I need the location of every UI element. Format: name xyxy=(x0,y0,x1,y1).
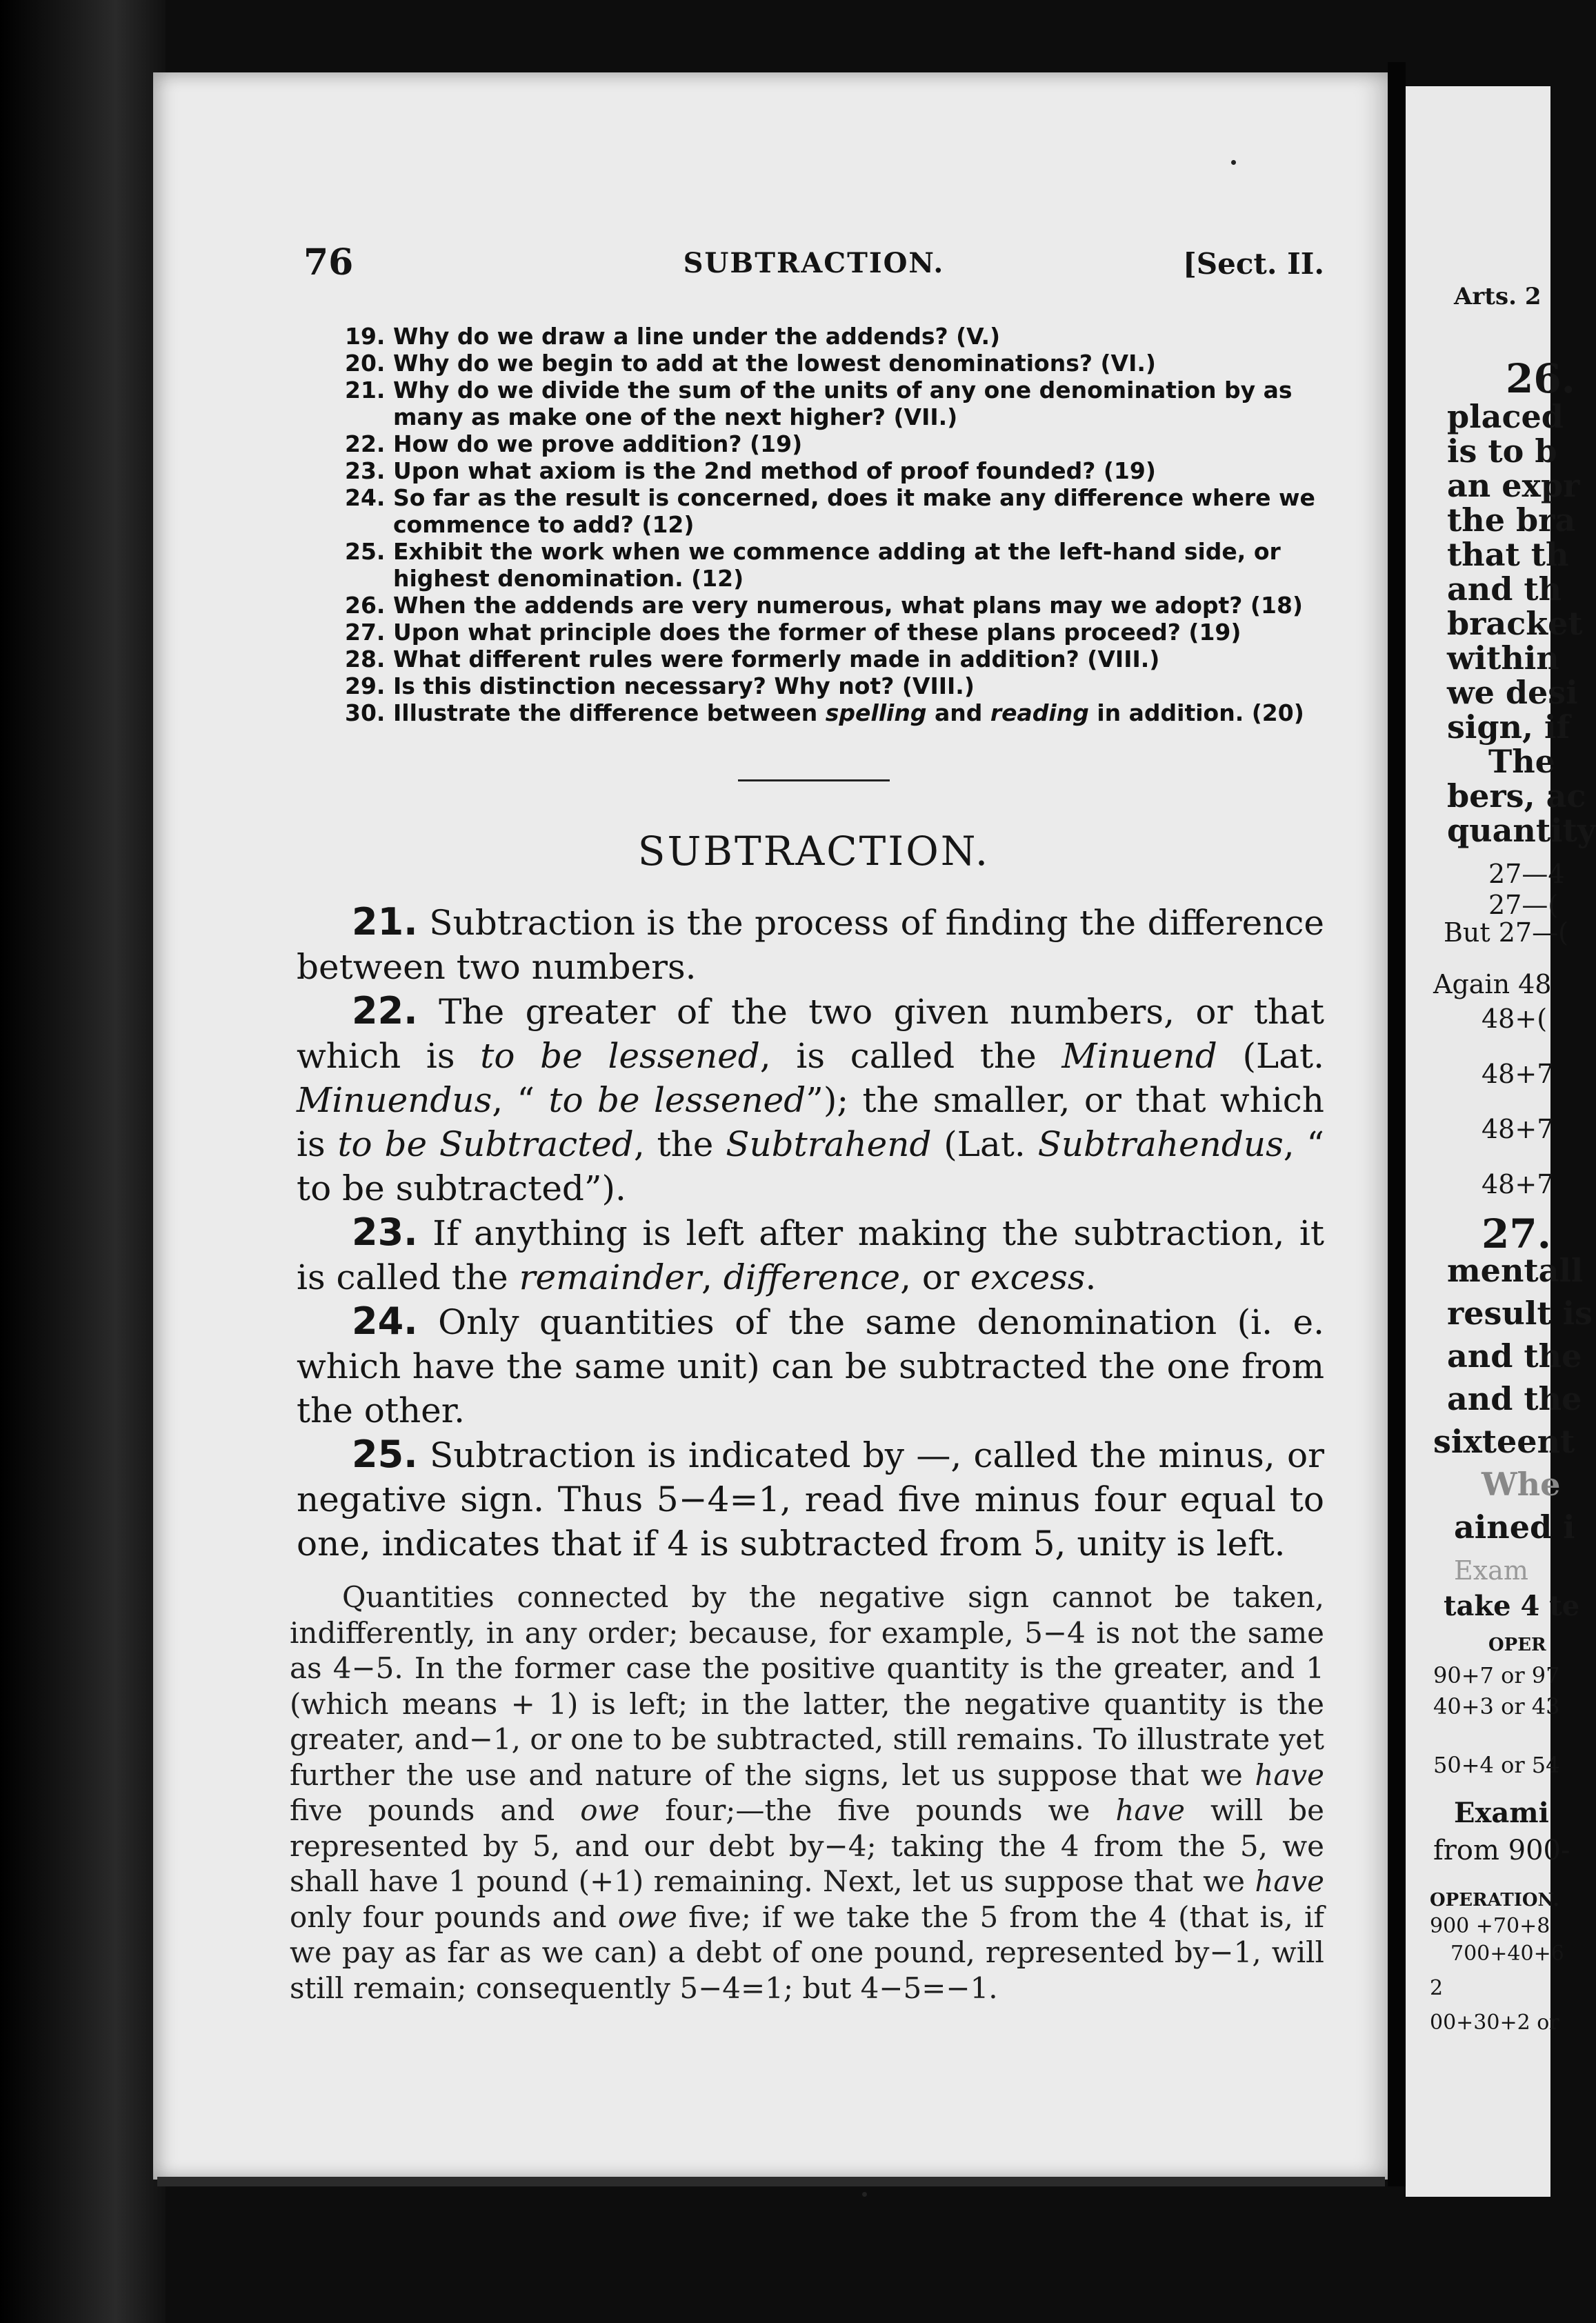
right-page-fragment xyxy=(1406,86,1596,2197)
article-text: , or xyxy=(900,1257,970,1297)
rp-line: and the xyxy=(1447,1337,1582,1375)
question-text: in addition. (20) xyxy=(1088,699,1304,726)
article-25 xyxy=(297,1433,1324,1566)
rp-line: OPER xyxy=(1488,1635,1546,1655)
question-number: 24. xyxy=(345,484,386,511)
rp-line: that th xyxy=(1447,536,1569,573)
question-text: Upon what principle does the former of these plans proceed? (19) xyxy=(393,619,1241,646)
emphasis: Minuendus xyxy=(297,1080,492,1120)
rp-line: bers, ac xyxy=(1447,777,1586,815)
emphasis: Subtrahendus xyxy=(1037,1124,1284,1164)
note-text: five pounds and xyxy=(290,1793,581,1827)
rp-art-27: 27. xyxy=(1482,1210,1551,1257)
review-questions xyxy=(345,323,1324,726)
rp-eq: 48+( xyxy=(1482,1004,1548,1034)
question-number: 20. xyxy=(345,350,386,377)
question-item xyxy=(345,592,1324,619)
question-text: Why do we draw a line under the addends? (V.) xyxy=(393,323,1001,350)
rp-eq: 00+30+2 or xyxy=(1430,2011,1559,2035)
rp-line: is to b xyxy=(1447,432,1557,470)
question-text: Illustrate the difference between xyxy=(393,699,826,726)
question-number: 23. xyxy=(345,457,386,484)
article-21 xyxy=(297,900,1324,989)
ink-speck xyxy=(862,2192,867,2197)
book-binding xyxy=(0,0,166,2323)
question-text: Is this distinction necessary? Why not? (VIII.) xyxy=(393,672,975,699)
ink-speck xyxy=(1231,160,1236,165)
rp-line: sixteent xyxy=(1433,1423,1575,1460)
rp-line: from 900- xyxy=(1433,1835,1570,1866)
question-text: So far as the result is concerned, does it make any difference where we commence to add? (12) xyxy=(393,484,1315,538)
rp-line: quantity xyxy=(1447,812,1596,849)
rp-art-26: 26. xyxy=(1506,355,1575,402)
article-number: 21. xyxy=(352,900,418,944)
explanatory-note xyxy=(290,1579,1324,2006)
question-number: 27. xyxy=(345,619,386,646)
section-divider xyxy=(738,779,890,781)
rp-line: sign, if xyxy=(1447,708,1570,746)
article-text: (Lat. xyxy=(931,1124,1038,1164)
rp-line: bracket xyxy=(1447,605,1583,642)
rp-eq: 40+3 or 43 xyxy=(1433,1693,1560,1719)
question-number: 28. xyxy=(345,646,386,672)
rp-eq: 27—( xyxy=(1488,890,1559,920)
question-item xyxy=(345,484,1324,538)
question-item xyxy=(345,350,1324,377)
question-text: How do we prove addition? (19) xyxy=(393,430,803,457)
question-number: 21. xyxy=(345,377,386,403)
rp-line: result is xyxy=(1447,1295,1593,1332)
question-number: 26. xyxy=(345,592,386,619)
article-number: 24. xyxy=(352,1299,418,1343)
article-text: Only quantities of the same denomination (i. e. which have the same unit) can be subtracted the one from the other. xyxy=(297,1302,1324,1430)
emphasis: remainder xyxy=(519,1257,702,1297)
article-number: 25. xyxy=(352,1433,418,1476)
emphasis: spelling xyxy=(825,699,927,726)
article-text: . xyxy=(1085,1257,1097,1297)
running-title: SUBTRACTION. xyxy=(683,247,945,279)
rp-header: Arts. 2 xyxy=(1454,283,1542,310)
rp-line: The xyxy=(1488,743,1555,780)
rp-line: we desi xyxy=(1447,674,1578,711)
question-text: When the addends are very numerous, what plans may we adopt? (18) xyxy=(393,592,1303,619)
question-number: 25. xyxy=(345,538,386,565)
question-item xyxy=(345,430,1324,457)
note-text: four;—the five pounds we xyxy=(639,1793,1116,1827)
emphasis: Minuend xyxy=(1061,1036,1217,1076)
emphasis: to be Subtracted xyxy=(337,1124,634,1164)
note-text: will be represented by 5, and our debt by−4; taking the 4 from the 5, we shall have 1 pound (+1) remaining. Next, let us suppose that we xyxy=(290,1793,1324,1898)
page-header xyxy=(303,241,1324,290)
article-text: Subtraction is the process of finding the difference between two numbers. xyxy=(297,903,1324,987)
article-text: Subtraction is indicated by —, called the minus, or negative sign. Thus 5−4=1, read five minus four equal to one, indicates that if 4 is subtracted from 5, unity is left. xyxy=(297,1435,1324,1564)
question-text: Why do we divide the sum of the units of any one denomination by as many as make one of the next higher? (VII.) xyxy=(393,377,1293,430)
rp-line: mentall xyxy=(1447,1252,1584,1289)
rp-eq: 50+4 or 54 xyxy=(1433,1752,1560,1778)
question-item xyxy=(345,457,1324,484)
question-item xyxy=(345,323,1324,350)
rp-eq: But 27—( xyxy=(1444,917,1568,948)
emphasis: have xyxy=(1255,1757,1324,1792)
question-number: 22. xyxy=(345,430,386,457)
rp-line: Exami xyxy=(1454,1797,1549,1829)
rp-line: Exam xyxy=(1454,1555,1528,1586)
rp-eq: 48+7 xyxy=(1482,1059,1554,1089)
rp-line: placed xyxy=(1447,398,1564,435)
rp-line: the bra xyxy=(1447,501,1576,539)
article-number: 22. xyxy=(352,989,418,1033)
note-text: only four pounds and xyxy=(290,1900,618,1934)
rp-line: Whe xyxy=(1482,1466,1561,1503)
question-number: 19. xyxy=(345,323,386,350)
article-text: (Lat. xyxy=(1217,1036,1325,1076)
rp-line: and th xyxy=(1447,570,1562,608)
question-text: Exhibit the work when we commence adding at the left-hand side, or highest denomination. (12) xyxy=(393,538,1281,592)
question-item xyxy=(345,619,1324,646)
article-text: , xyxy=(701,1257,724,1297)
question-item xyxy=(345,538,1324,592)
emphasis: reading xyxy=(990,699,1089,726)
rp-eq: 27—4 xyxy=(1488,859,1565,889)
question-text: What different rules were formerly made in addition? (VIII.) xyxy=(393,646,1160,672)
emphasis: owe xyxy=(617,1900,677,1934)
emphasis: to be lessened xyxy=(480,1036,760,1076)
question-text: and xyxy=(926,699,990,726)
section-title: SUBTRACTION. xyxy=(637,828,990,875)
article-text: ”); the smaller, or that which is xyxy=(297,1080,1325,1164)
question-number: 30. xyxy=(345,699,386,726)
rp-eq: 700+40+6 xyxy=(1450,1942,1564,1966)
emphasis: excess xyxy=(970,1257,1086,1297)
rp-eq: 48+7 xyxy=(1482,1169,1554,1199)
note-text: Quantities connected by the negative sign cannot be taken, indifferently, in any order; because, for example, 5−4 is not the same as 4−5. In the former case the positive quantity is the greater, and 1 (which means + 1) is left; in the latter, the negative quantity is the greater, and−1, or one to be subtracted, still remains. To illustrate yet further the use and nature of the signs, let us suppose that we xyxy=(290,1580,1324,1792)
rp-line: OPERATION. xyxy=(1430,1890,1559,1911)
note-paragraph xyxy=(290,1579,1324,2006)
rp-eq: Again 48 xyxy=(1433,969,1552,999)
article-text: If anything is left after making the subtraction, it is called the xyxy=(297,1213,1324,1297)
rp-line: ained i xyxy=(1454,1508,1575,1546)
question-number: 29. xyxy=(345,672,386,699)
article-24 xyxy=(297,1299,1324,1433)
page-gutter xyxy=(1388,62,1406,2186)
article-text: , is called the xyxy=(759,1036,1062,1076)
emphasis: difference xyxy=(723,1257,901,1297)
rp-eq: 2 xyxy=(1430,1976,1444,2000)
question-item xyxy=(345,377,1324,430)
article-number: 23. xyxy=(352,1210,418,1254)
article-body xyxy=(297,900,1324,1566)
article-22 xyxy=(297,989,1324,1210)
rp-eq: 90+7 or 97 xyxy=(1433,1662,1560,1688)
question-item xyxy=(345,646,1324,672)
rp-line: and the xyxy=(1447,1380,1582,1417)
emphasis: Subtrahend xyxy=(726,1124,932,1164)
article-text: The greater of the two given numbers, or that which is xyxy=(297,992,1324,1076)
rp-line: take 4 te xyxy=(1444,1590,1580,1622)
article-text: , the xyxy=(633,1124,726,1164)
note-text: five; if we take the 5 from the 4 (that is, if we pay as far as we can) a debt of one pound, represented by−1, will still remain; consequently 5−4=1; but 4−5=−1. xyxy=(290,1900,1324,2005)
question-text: Why do we begin to add at the lowest denominations? (VI.) xyxy=(393,350,1156,377)
rp-eq: 48+7 xyxy=(1482,1114,1554,1144)
rp-eq: 900 +70+8 xyxy=(1430,1914,1550,1938)
emphasis: owe xyxy=(580,1793,640,1827)
emphasis: have xyxy=(1115,1793,1186,1827)
article-text: , “ xyxy=(492,1080,549,1120)
article-text: , “ to be subtracted”). xyxy=(297,1124,1324,1208)
article-23 xyxy=(297,1210,1324,1299)
question-item xyxy=(345,699,1324,726)
question-text: Upon what axiom is the 2nd method of proof founded? (19) xyxy=(393,457,1156,484)
rp-line: within xyxy=(1447,639,1559,677)
rp-line: an expr xyxy=(1447,467,1580,504)
emphasis: to be lessened xyxy=(548,1080,806,1120)
emphasis: have xyxy=(1255,1864,1324,1898)
section-reference: [Sect. II. xyxy=(1182,247,1324,281)
page-number: 76 xyxy=(303,241,354,283)
question-item xyxy=(345,672,1324,699)
